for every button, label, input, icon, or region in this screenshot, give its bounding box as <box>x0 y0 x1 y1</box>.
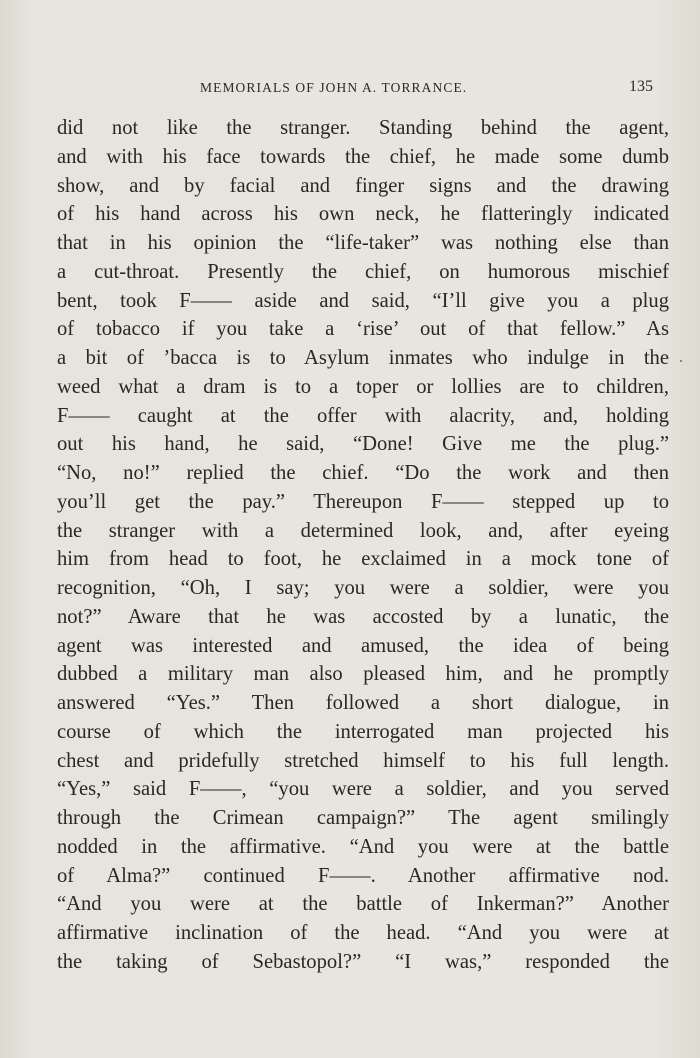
text-line: the taking of Sebastopol?” “I was,” responded the <box>57 950 669 973</box>
running-head <box>0 78 700 100</box>
text-line: answered “Yes.” Then followed a short dialogue, in <box>57 692 669 714</box>
text-line: recognition, “Oh, I say; you were a soldier, were you <box>57 577 669 599</box>
body-text <box>57 114 669 977</box>
text-line: “No, no!” replied the chief. “Do the work and then <box>57 462 669 484</box>
text-line: him from head to foot, he exclaimed in a mock tone of <box>57 548 669 571</box>
text-line: nodded in the affirmative. “And you were at the battle <box>57 835 669 858</box>
page-number: 135 <box>629 78 653 95</box>
text-line: not?” Aware that he was accosted by a lunatic, the <box>57 605 669 628</box>
text-line: that in his opinion the “life-taker” was nothing else than <box>57 232 669 254</box>
text-line: weed what a dram is to a toper or lollies are to children, <box>57 375 669 398</box>
text-line: a cut-throat. Presently the chief, on humorous mischief <box>57 260 669 283</box>
text-line: out his hand, he said, “Done! Give me the plug.” <box>57 433 669 456</box>
text-line: agent was interested and amused, the idea of being <box>57 634 669 657</box>
text-line: show, and by facial and finger signs and the drawing <box>57 174 669 197</box>
running-title: MEMORIALS OF JOHN A. TORRANCE. <box>200 80 468 95</box>
text-line: F—— caught at the offer with alacrity, and, holding <box>57 404 669 427</box>
text-line: a bit of ’bacca is to Asylum inmates who indulge in the <box>57 347 669 369</box>
margin-speck <box>680 360 682 362</box>
text-line: through the Crimean campaign?” The agent smilingly <box>57 807 669 829</box>
text-line: “And you were at the battle of Inkerman?” Another <box>57 893 669 916</box>
text-line: did not like the stranger. Standing behind the agent, <box>57 117 669 139</box>
text-line: of his hand across his own neck, he flatteringly indicated <box>57 203 669 226</box>
text-line: chest and pridefully stretched himself to his full length. <box>57 749 669 772</box>
text-line: of Alma?” continued F——. Another affirmative nod. <box>57 864 669 887</box>
text-line: bent, took F—— aside and said, “I’ll give you a plug <box>57 289 669 312</box>
text-line: you’ll get the pay.” Thereupon F—— stepped up to <box>57 490 669 513</box>
text-line: affirmative inclination of the head. “And you were at <box>57 922 669 944</box>
text-line: and with his face towards the chief, he made some dumb <box>57 145 669 168</box>
text-line: “Yes,” said F——, “you were a soldier, and you served <box>57 778 669 801</box>
text-line: dubbed a military man also pleased him, and he promptly <box>57 663 669 686</box>
text-line: the stranger with a determined look, and, after eyeing <box>57 519 669 542</box>
text-line: course of which the interrogated man projected his <box>57 720 669 743</box>
text-line: of tobacco if you take a ‘rise’ out of that fellow.” As <box>57 318 669 341</box>
